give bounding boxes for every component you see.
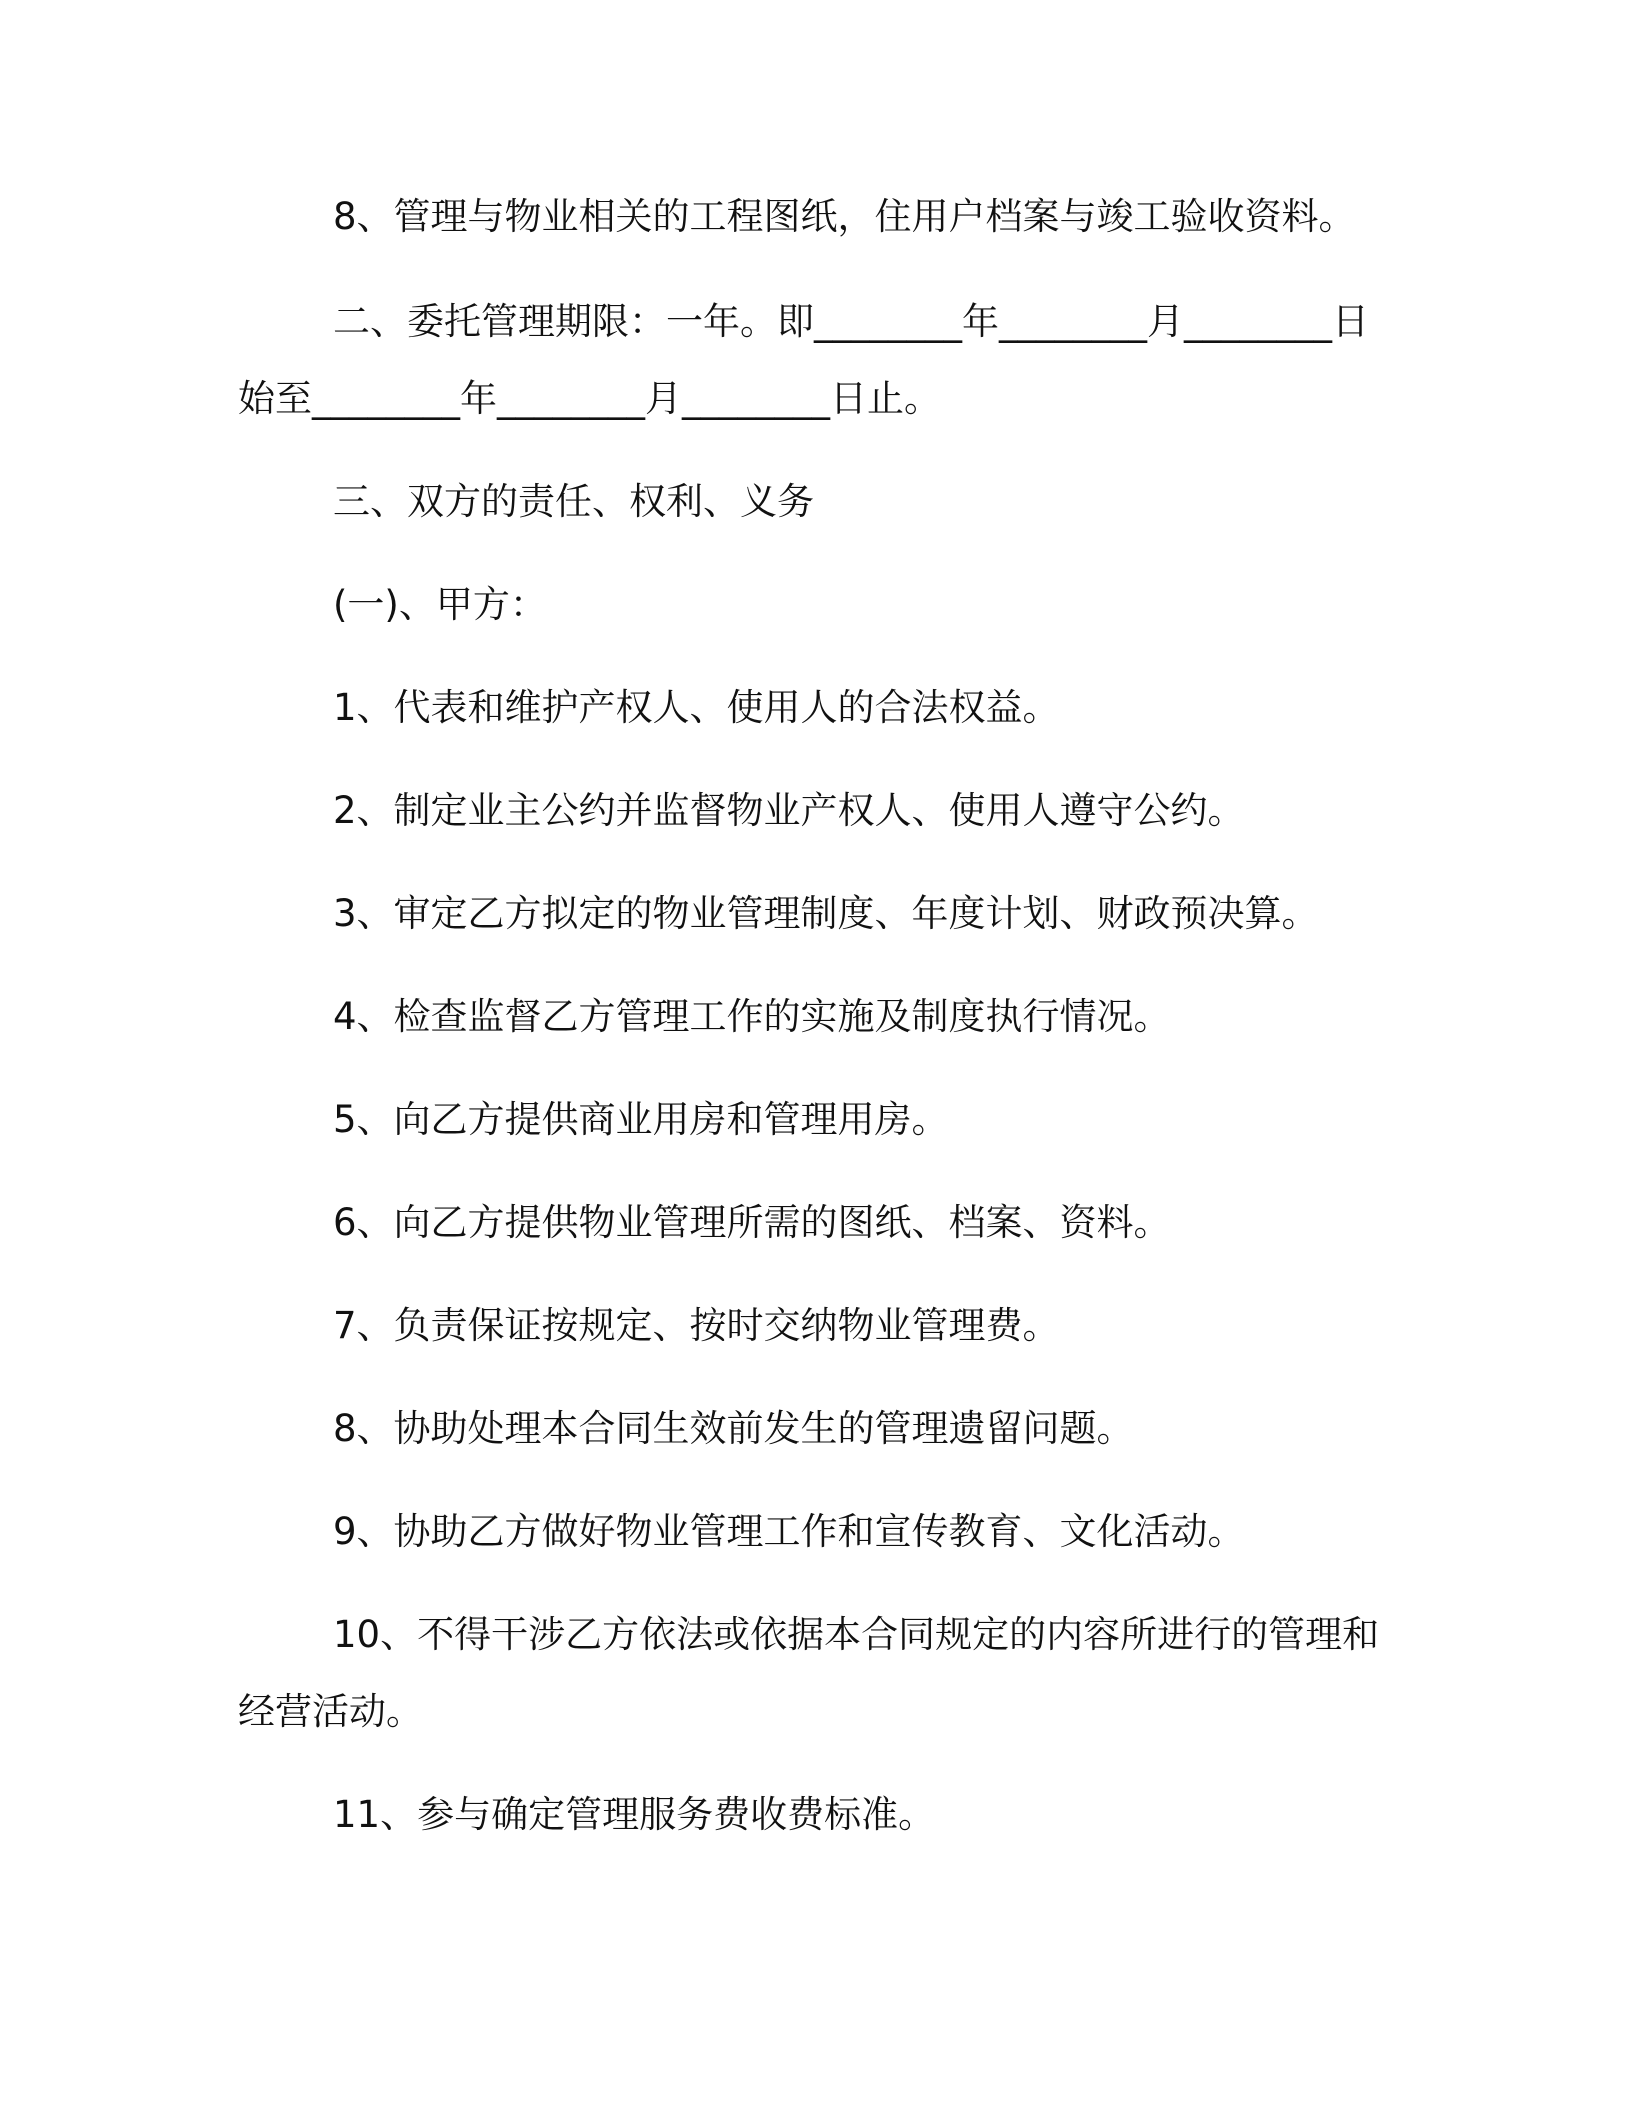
list-item: 5、向乙方提供商业用房和管理用房。 <box>333 1098 949 1141</box>
list-item: 1、代表和维护产权人、使用人的合法权益。 <box>333 686 1060 729</box>
paragraph-item-8-drawings: 8、管理与物业相关的工程图纸，住用户档案与竣工验收资料。 <box>333 195 1356 238</box>
paragraph-term-line-2: 始至________年________月________日止。 <box>238 377 941 420</box>
paragraph-term-line-1: 二、委托管理期限：一年。即________年________月________日 <box>333 300 1369 343</box>
list-item-10-line-1: 10、不得干涉乙方依法或依据本合同规定的内容所进行的管理和 <box>333 1613 1380 1656</box>
section-heading-responsibilities: 三、双方的责任、权利、义务 <box>333 480 814 523</box>
list-item: 11、参与确定管理服务费收费标准。 <box>333 1793 936 1836</box>
list-item: 3、审定乙方拟定的物业管理制度、年度计划、财政预决算。 <box>333 892 1319 935</box>
list-item: 4、检查监督乙方管理工作的实施及制度执行情况。 <box>333 995 1171 1038</box>
list-item-10-line-2: 经营活动。 <box>238 1690 423 1733</box>
list-item: 9、协助乙方做好物业管理工作和宣传教育、文化活动。 <box>333 1510 1245 1553</box>
subsection-heading-party-a: (一)、甲方： <box>333 583 547 626</box>
list-item: 7、负责保证按规定、按时交纳物业管理费。 <box>333 1304 1060 1347</box>
list-item: 6、向乙方提供物业管理所需的图纸、档案、资料。 <box>333 1201 1171 1244</box>
list-item: 2、制定业主公约并监督物业产权人、使用人遵守公约。 <box>333 789 1245 832</box>
list-item: 8、协助处理本合同生效前发生的管理遗留问题。 <box>333 1407 1134 1450</box>
